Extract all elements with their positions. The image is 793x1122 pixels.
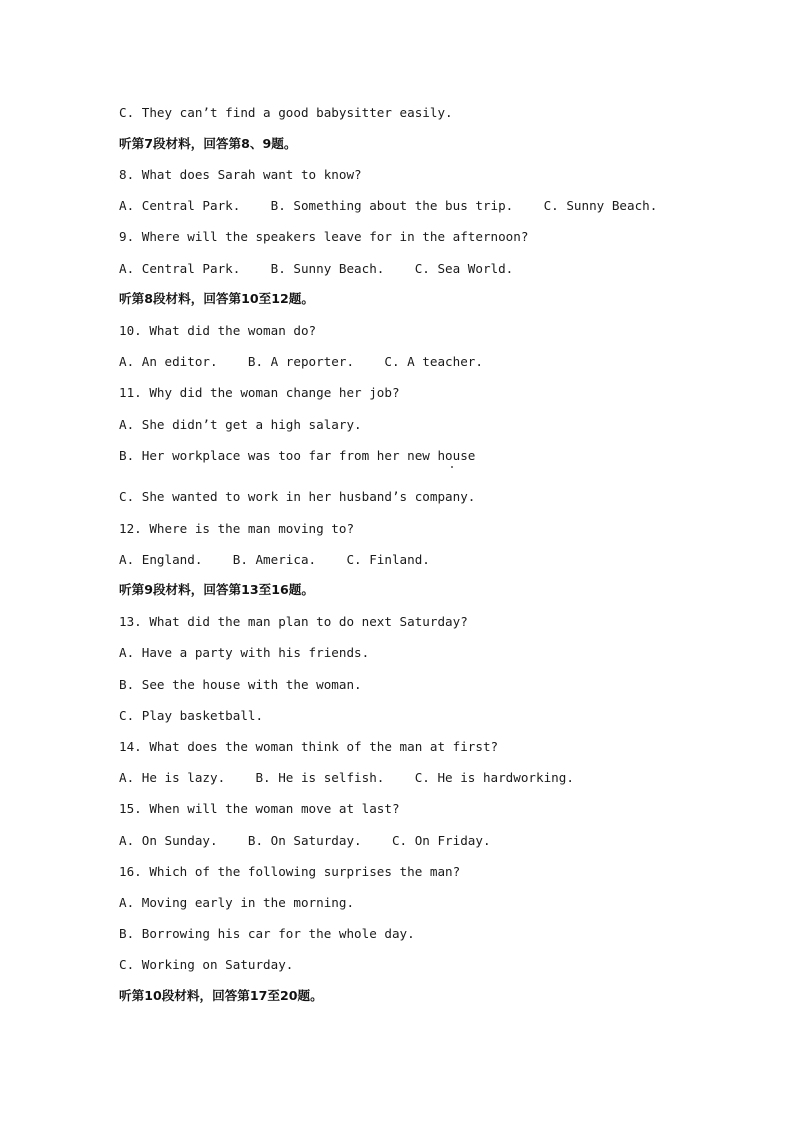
option-line: C. She wanted to work in her husband’s company. — [119, 489, 476, 504]
question-line: 15. When will the woman move at last? — [119, 801, 400, 816]
question-line: 9. Where will the speakers leave for in the afternoon? — [119, 229, 529, 244]
section-heading: 听第9段材料，回答第13至16题。 — [119, 582, 314, 597]
option-line: A. Have a party with his friends. — [119, 645, 370, 660]
option-line: A. Moving early in the morning. — [119, 895, 355, 910]
option-line: A. England. B. America. C. Finland. — [119, 552, 430, 567]
option-line: B. Borrowing his car for the whole day. — [119, 926, 415, 941]
option-line: A. She didn’t get a high salary. — [119, 417, 362, 432]
section-heading: 听第8段材料，回答第10至12题。 — [119, 291, 314, 306]
option-line: A. Central Park. B. Sunny Beach. C. Sea World. — [119, 261, 514, 276]
option-line: A. Central Park. B. Something about the bus trip. C. Sunny Beach. — [119, 198, 658, 213]
section-heading: 听第7段材料，回答第8、9题。 — [119, 136, 297, 151]
option-line: B. See the house with the woman. — [119, 677, 362, 692]
option-line: C. Play basketball. — [119, 708, 264, 723]
question-line: 14. What does the woman think of the man at first? — [119, 739, 499, 754]
question-line: 11. Why did the woman change her job? — [119, 385, 400, 400]
option-line: B. Her workplace was too far from her new house — [119, 448, 476, 463]
question-line: 10. What did the woman do? — [119, 323, 317, 338]
option-line: C. Working on Saturday. — [119, 957, 294, 972]
question-line: 13. What did the man plan to do next Saturday? — [119, 614, 468, 629]
option-line: A. An editor. B. A reporter. C. A teacher. — [119, 354, 483, 369]
option-line: A. He is lazy. B. He is selfish. C. He is hardworking. — [119, 770, 574, 785]
question-line: 8. What does Sarah want to know? — [119, 167, 362, 182]
question-line: 12. Where is the man moving to? — [119, 521, 355, 536]
option-line: C. They can’t find a good babysitter easily. — [119, 105, 453, 120]
stray-mark — [451, 466, 453, 468]
question-line: 16. Which of the following surprises the man? — [119, 864, 461, 879]
section-heading: 听第10段材料，回答第17至20题。 — [119, 988, 323, 1003]
option-line: A. On Sunday. B. On Saturday. C. On Friday. — [119, 833, 491, 848]
